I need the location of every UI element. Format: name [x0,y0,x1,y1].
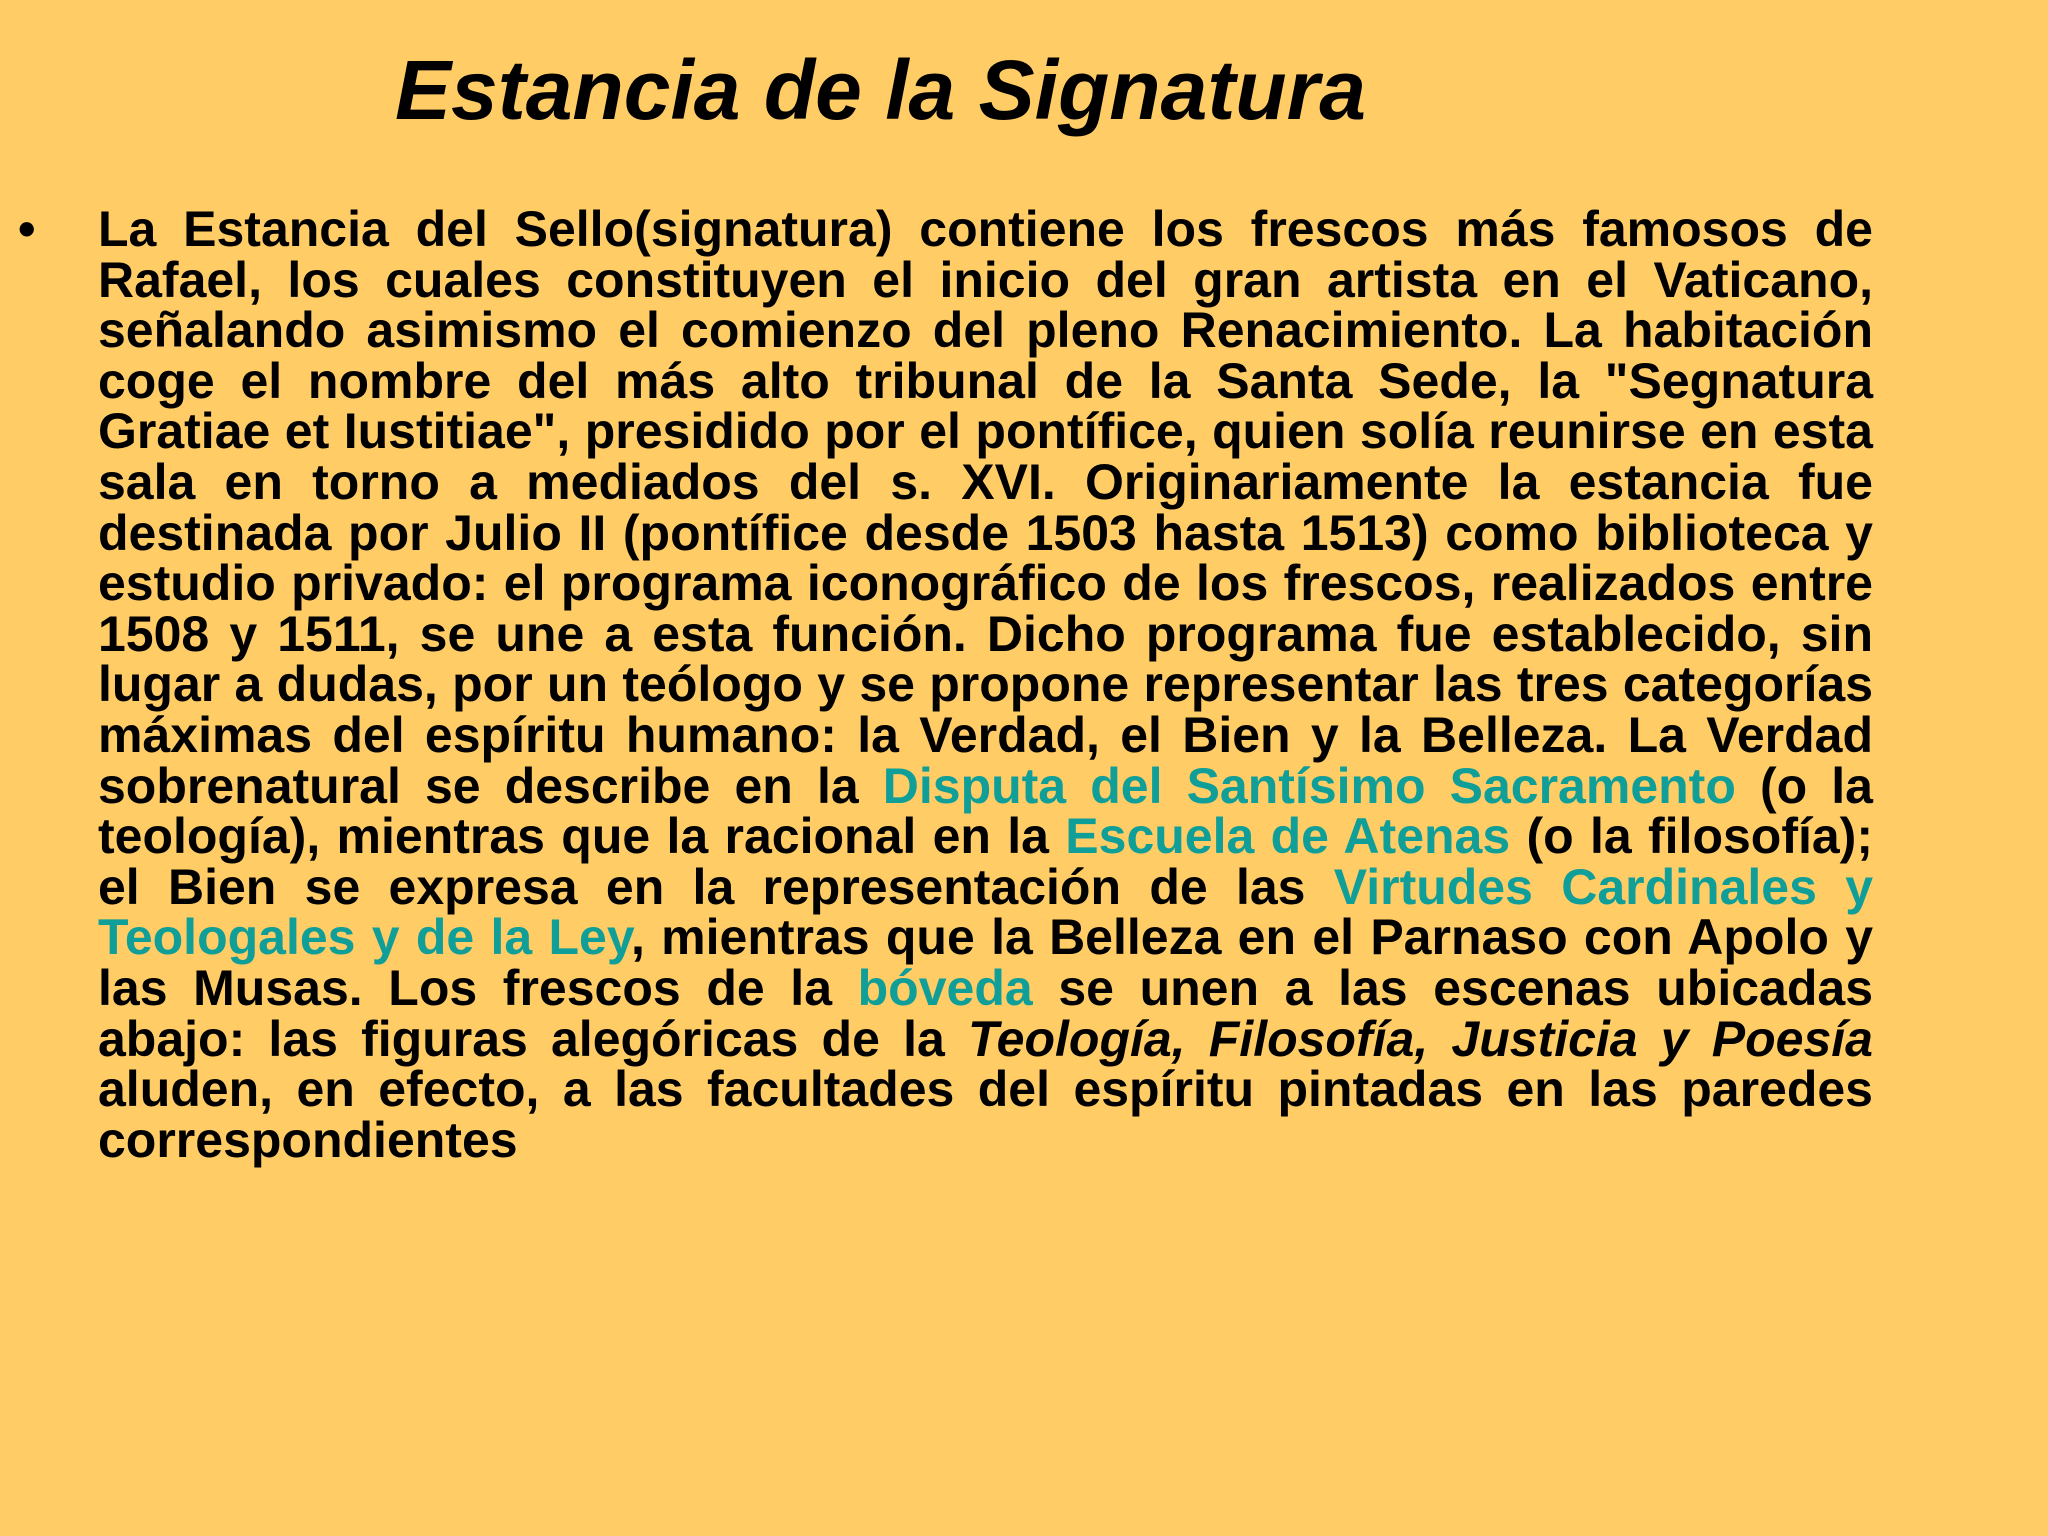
text-segment-6: aluden, en efecto, a las facultades del espíritu pintadas en las paredes correspondientes [98,1061,1873,1168]
link-virtudes[interactable]: Virtudes Cardinales y Teologales y de la Ley [98,858,1873,966]
text-segment-4: , mientras que la Belleza en el Parnaso con Apolo y las Musas. Los frescos de la [98,909,1873,1016]
slide-title: Estancia de la Signatura [395,43,1367,137]
italic-segment: Teología, Filosofía, Justicia y Poesía [967,1010,1873,1067]
link-escuela-de-atenas[interactable]: Escuela de Atenas [1065,808,1511,865]
body-paragraph [98,201,1873,1168]
text-segment-2: (o la teología), mientras que la racional en la [98,757,1873,865]
text-segment-5: se unen a las escenas ubicadas abajo: las figuras alegóricas de la [98,959,1873,1067]
link-disputa[interactable]: Disputa del Santísimo Sacramento [882,757,1736,814]
link-boveda[interactable]: bóveda [857,959,1033,1016]
bullet-marker: • [18,201,36,257]
text-segment-1: La Estancia del Sello(signatura) contiene los frescos más famosos de Rafael, los cuales constituyen el inicio del gran artista en el Vaticano, señalando asimismo el comienzo del pleno Renacimiento. La habitación coge el nombre del más alto tribunal de la Santa Sede, la "Segnatura Gratiae et Iustitiae", presidido por el pontífice, quien solía reunirse en esta sala en torno a mediados del s. XVI. Originariamente la estancia fue destinada por Julio II (pontífice desde 1503 hasta 1513) como biblioteca y estudio privado: el programa iconográfico de los frescos, realizados entre 1508 y 1511, se une a esta función. Dicho programa fue establecido, sin lugar a dudas, por un teólogo y se propone representar las tres categorías máximas del espíritu humano: la Verdad, el Bien y la Belleza. La Verdad sobrenatural se describe en la [98,201,1873,814]
bullet-item [18,201,1873,1168]
text-segment-3: (o la filosofía); el Bien se expresa en la representación de las [98,808,1873,915]
